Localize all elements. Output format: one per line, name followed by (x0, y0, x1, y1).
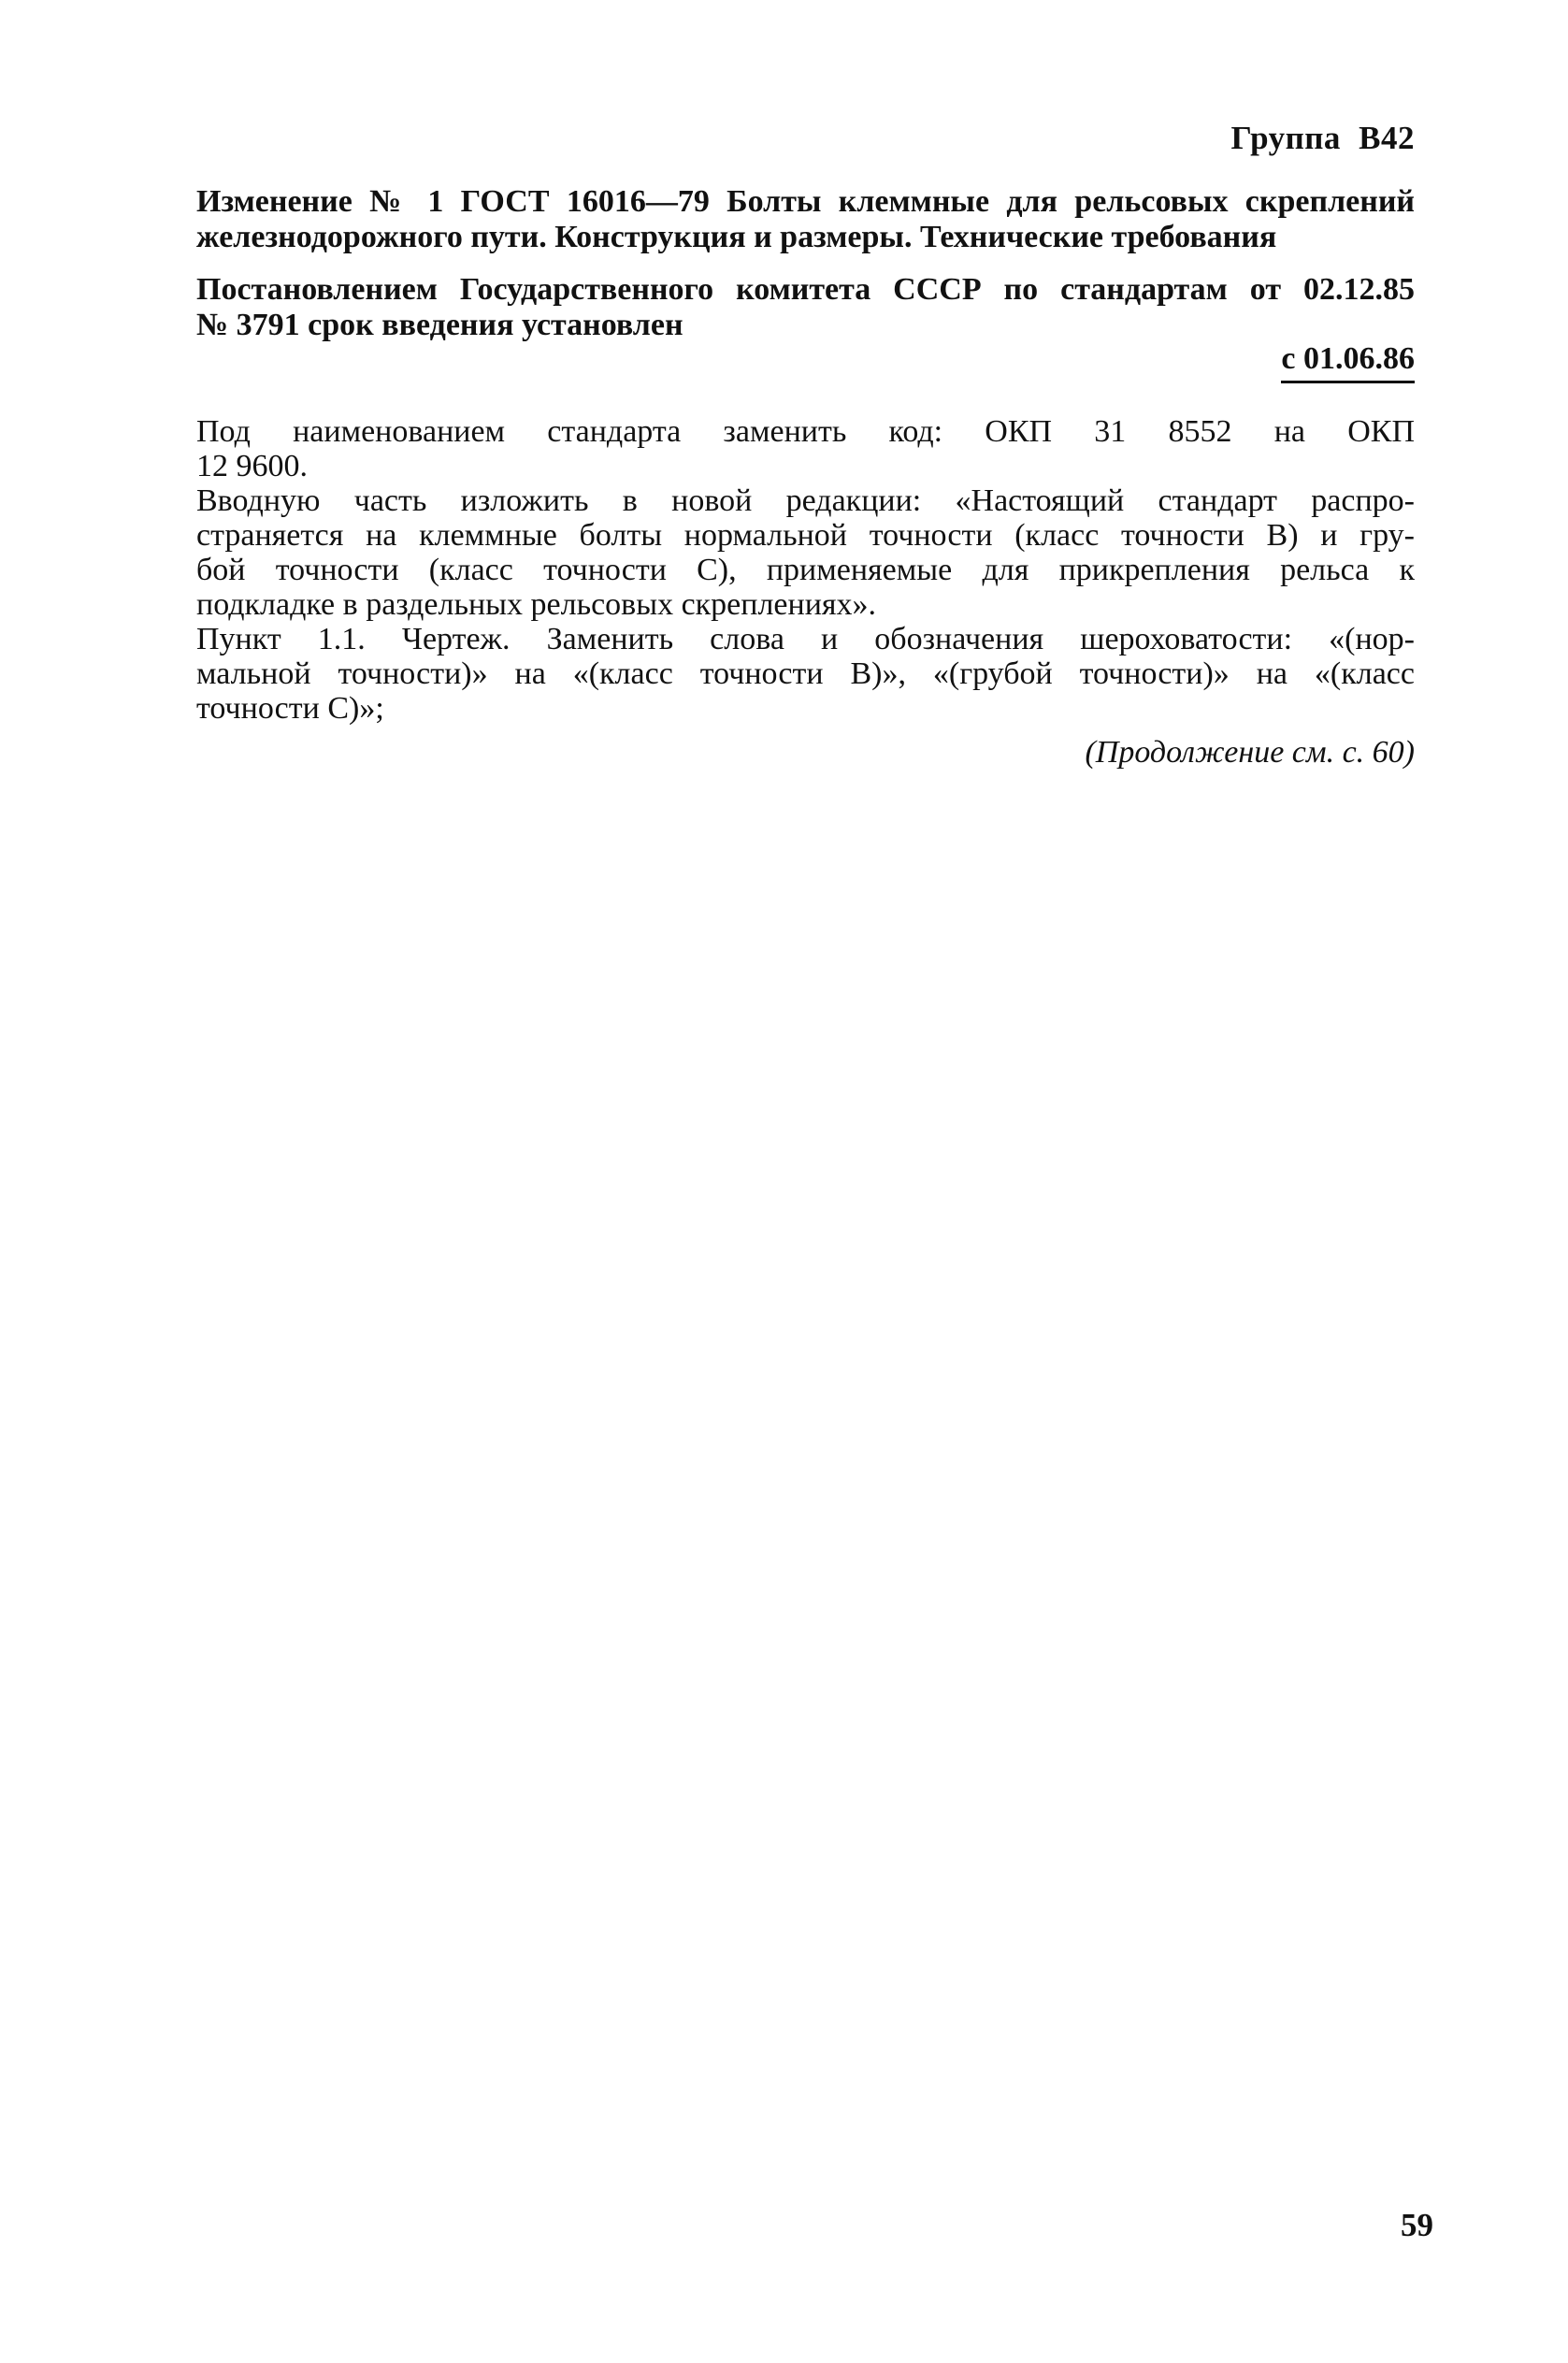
paragraph-introduction (196, 483, 1415, 622)
decree-line-2: № 3791 срок введения установлен (196, 308, 683, 342)
amendment-body (196, 414, 1415, 726)
paragraph-okp-code (196, 414, 1415, 483)
paragraph-line-text: Под наименованием стандарта заменить код: ОКП 31 8552 на ОКП (196, 414, 1415, 449)
paragraph-line: мальной точности)» на «(класс точности В)», «(грубой точности)» на «(класс (196, 656, 1415, 691)
paragraph-line: страняется на клеммные болты нормальной точности (класс точности В) и гру- (196, 518, 1415, 553)
title-line-2: железнодорожного пути. Конструкция и размеры. Технические требования (196, 220, 1277, 254)
title-line-1: Изменение № 1 ГОСТ 16016—79 Болты клеммные для рельсовых скреплений (196, 184, 1415, 219)
paragraph-line: Пункт 1.1. Чертеж. Заменить слова и обозначения шероховатости: «(нор- (196, 622, 1415, 656)
decree-statement (196, 272, 1415, 343)
paragraph-line (196, 414, 1415, 449)
paragraph-line: Вводную часть изложить в новой редакции: «Настоящий стандарт распро- (196, 483, 1415, 518)
paragraph-line: подкладке в раздельных рельсовых скреплениях». (196, 587, 877, 622)
continuation-note: (Продолжение см. с. 60) (1085, 735, 1415, 770)
paragraph-line: бой точности (класс точности С), применяемые для прикрепления рельса к (196, 553, 1415, 587)
amendment-title (196, 184, 1415, 255)
group-label: Группа В42 (1230, 120, 1415, 156)
paragraph-line: 12 9600. (196, 449, 308, 483)
decree-line-1: Постановлением Государственного комитета СССР по стандартам от 02.12.85 (196, 272, 1415, 307)
paragraph-line: точности С)»; (196, 691, 384, 726)
effective-date: с 01.06.86 (1281, 341, 1415, 383)
page-number: 59 (1401, 2207, 1433, 2243)
paragraph-item-1-1 (196, 622, 1415, 726)
